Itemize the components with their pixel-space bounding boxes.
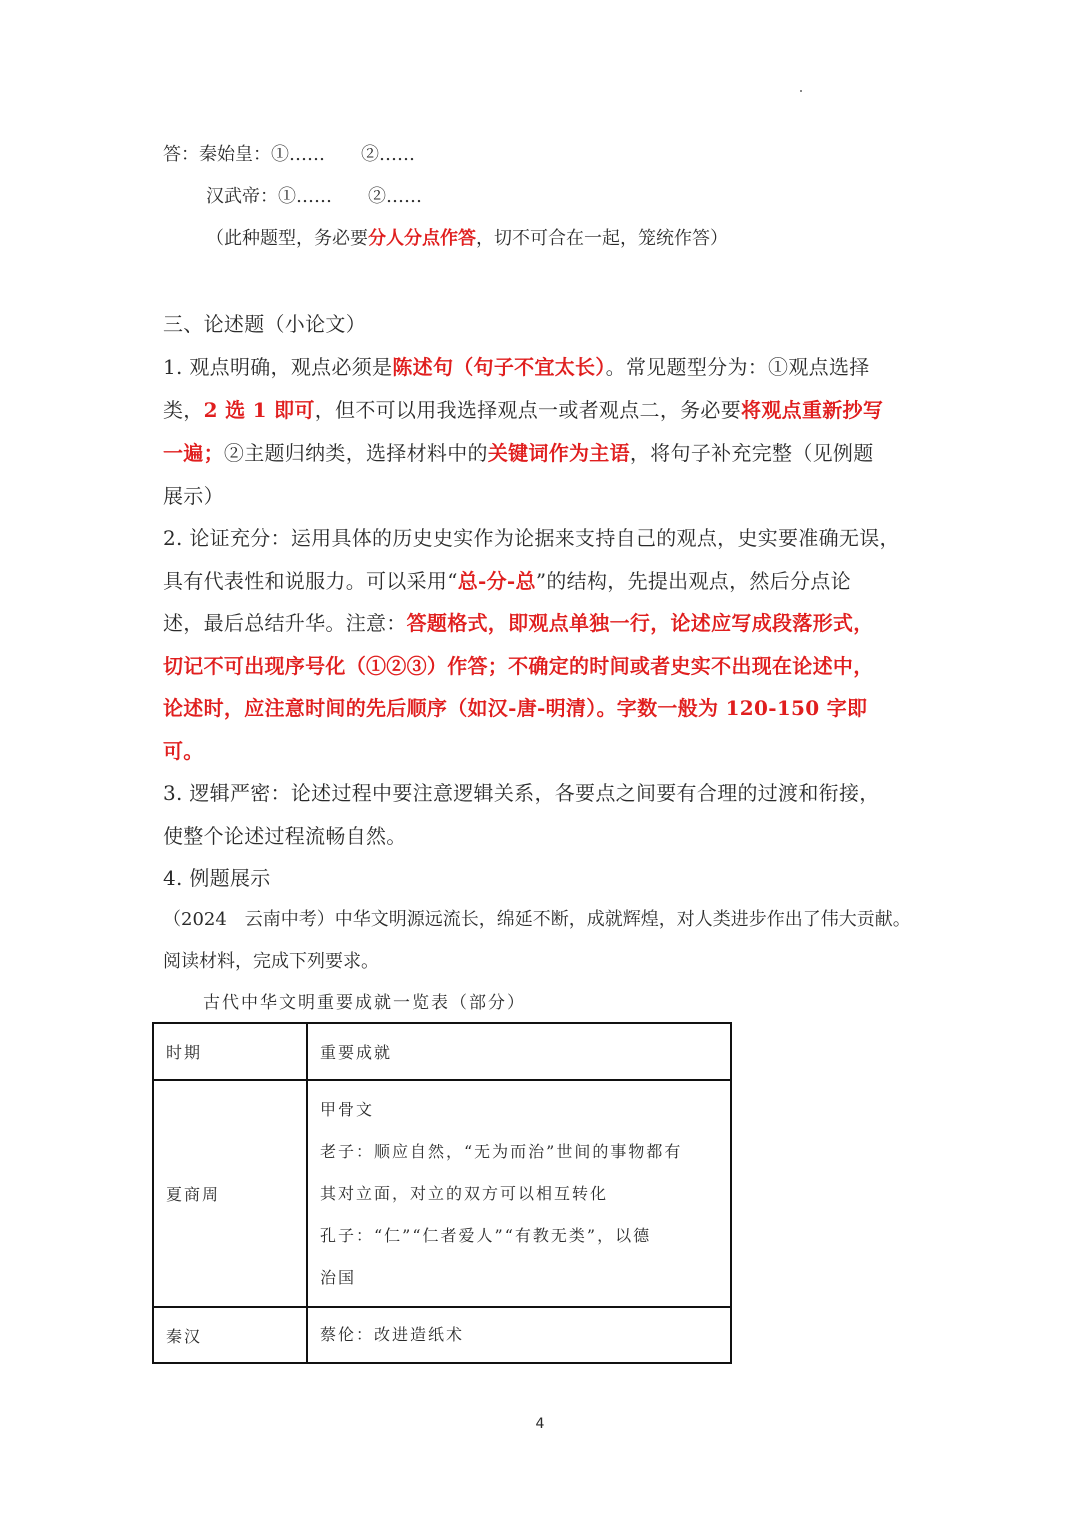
point1-line4: 展示）	[163, 484, 224, 508]
example-line1: （2024 云南中考）中华文明源远流长，绵延不断，成就辉煌，对人类进步作出了伟大贡献。	[163, 909, 911, 930]
emphasis: 2 选 1 即可	[203, 398, 315, 422]
point3-line1: 3. 逻辑严密：论述过程中要注意逻辑关系，各要点之间要有合理的过渡和衔接，	[163, 781, 880, 805]
point2-line4: 切记不可出现序号化（①②③）作答；不确定的时间或者史实不出现在论述中，	[163, 654, 874, 678]
emphasis: 将观点重新抄写	[741, 398, 884, 422]
achievement-line: 其对立面，对立的双方可以相互转化	[320, 1183, 609, 1203]
note-emphasis: 分人分点作答	[368, 228, 476, 249]
point1-line2	[163, 394, 883, 423]
point1-line1	[163, 351, 870, 380]
emphasis: 陈述句（句子不宜太长）	[392, 355, 606, 379]
achievement-line: 甲骨文	[320, 1099, 375, 1119]
emphasis: 总-分-总	[457, 569, 536, 593]
example-line2: 阅读材料，完成下列要求。	[163, 951, 379, 972]
text: 。常见题型分为：①观点选择	[605, 355, 870, 379]
point2-line3	[163, 607, 874, 636]
achievement-line: 孔子：“仁”“仁者爱人”“有教无类”，以德	[320, 1225, 652, 1245]
answer-line-qin: 答：秦始皇：①…… ②……	[163, 144, 415, 165]
table-row	[153, 1307, 731, 1363]
text: ，将句子补充完整（见例题	[629, 441, 874, 465]
emphasis: 一遍；	[163, 441, 224, 465]
achievement-line: 治国	[320, 1267, 357, 1287]
text: 述，最后总结升华。注意：	[163, 611, 407, 635]
achievements-table	[152, 1022, 732, 1364]
point1-line3	[163, 437, 874, 466]
page-number: 4	[535, 1416, 545, 1432]
achievement-line: 蔡伦：改进造纸术	[320, 1325, 465, 1344]
note-text: ，切不可合在一起，笼统作答）	[476, 228, 728, 249]
header-cell-achievement: 重要成就	[307, 1023, 731, 1080]
table-caption: 古代中华文明重要成就一览表（部分）	[203, 993, 526, 1013]
point2-line2	[163, 565, 851, 594]
text: ②主题归纳类，选择材料中的	[223, 441, 488, 465]
table-header-row	[153, 1023, 731, 1080]
text: 具有代表性和说服力。可以采用“	[163, 569, 458, 593]
period-cell: 秦汉	[153, 1307, 307, 1363]
achievement-cell	[307, 1080, 731, 1307]
table-row	[153, 1080, 731, 1307]
header-cell-period: 时期	[153, 1023, 307, 1080]
answer-note	[206, 224, 728, 250]
emphasis: 答题格式，即观点单独一行，论述应写成段落形式，	[406, 611, 874, 635]
point2-line1: 2. 论证充分：运用具体的历史史实作为论据来支持自己的观点，史实要准确无误，	[163, 526, 900, 550]
emphasis: 关键词作为主语	[487, 441, 630, 465]
achievement-line: 老子：顺应自然，“无为而治”世间的事物都有	[320, 1141, 683, 1161]
point2-line5: 论述时，应注意时间的先后顺序（如汉-唐-明清）。字数一般为 120-150 字即	[163, 696, 868, 720]
answer-line-han: 汉武帝：①…… ②……	[206, 186, 422, 207]
section-heading: 三、论述题（小论文）	[163, 312, 366, 336]
period-cell: 夏商周	[153, 1080, 307, 1307]
text: 类，	[163, 398, 204, 422]
text: ，但不可以用我选择观点一或者观点二，务必要	[314, 398, 742, 422]
point4-heading: 4. 例题展示	[163, 866, 271, 890]
point2-line6: 可。	[163, 739, 204, 763]
text: ”的结构，先提出观点，然后分点论	[535, 569, 851, 593]
note-text: （此种题型，务必要	[206, 228, 368, 249]
achievement-cell	[307, 1307, 731, 1363]
text: 1. 观点明确，观点必须是	[163, 355, 393, 379]
scan-speck	[800, 90, 802, 92]
point3-line2: 使整个论述过程流畅自然。	[163, 824, 407, 848]
